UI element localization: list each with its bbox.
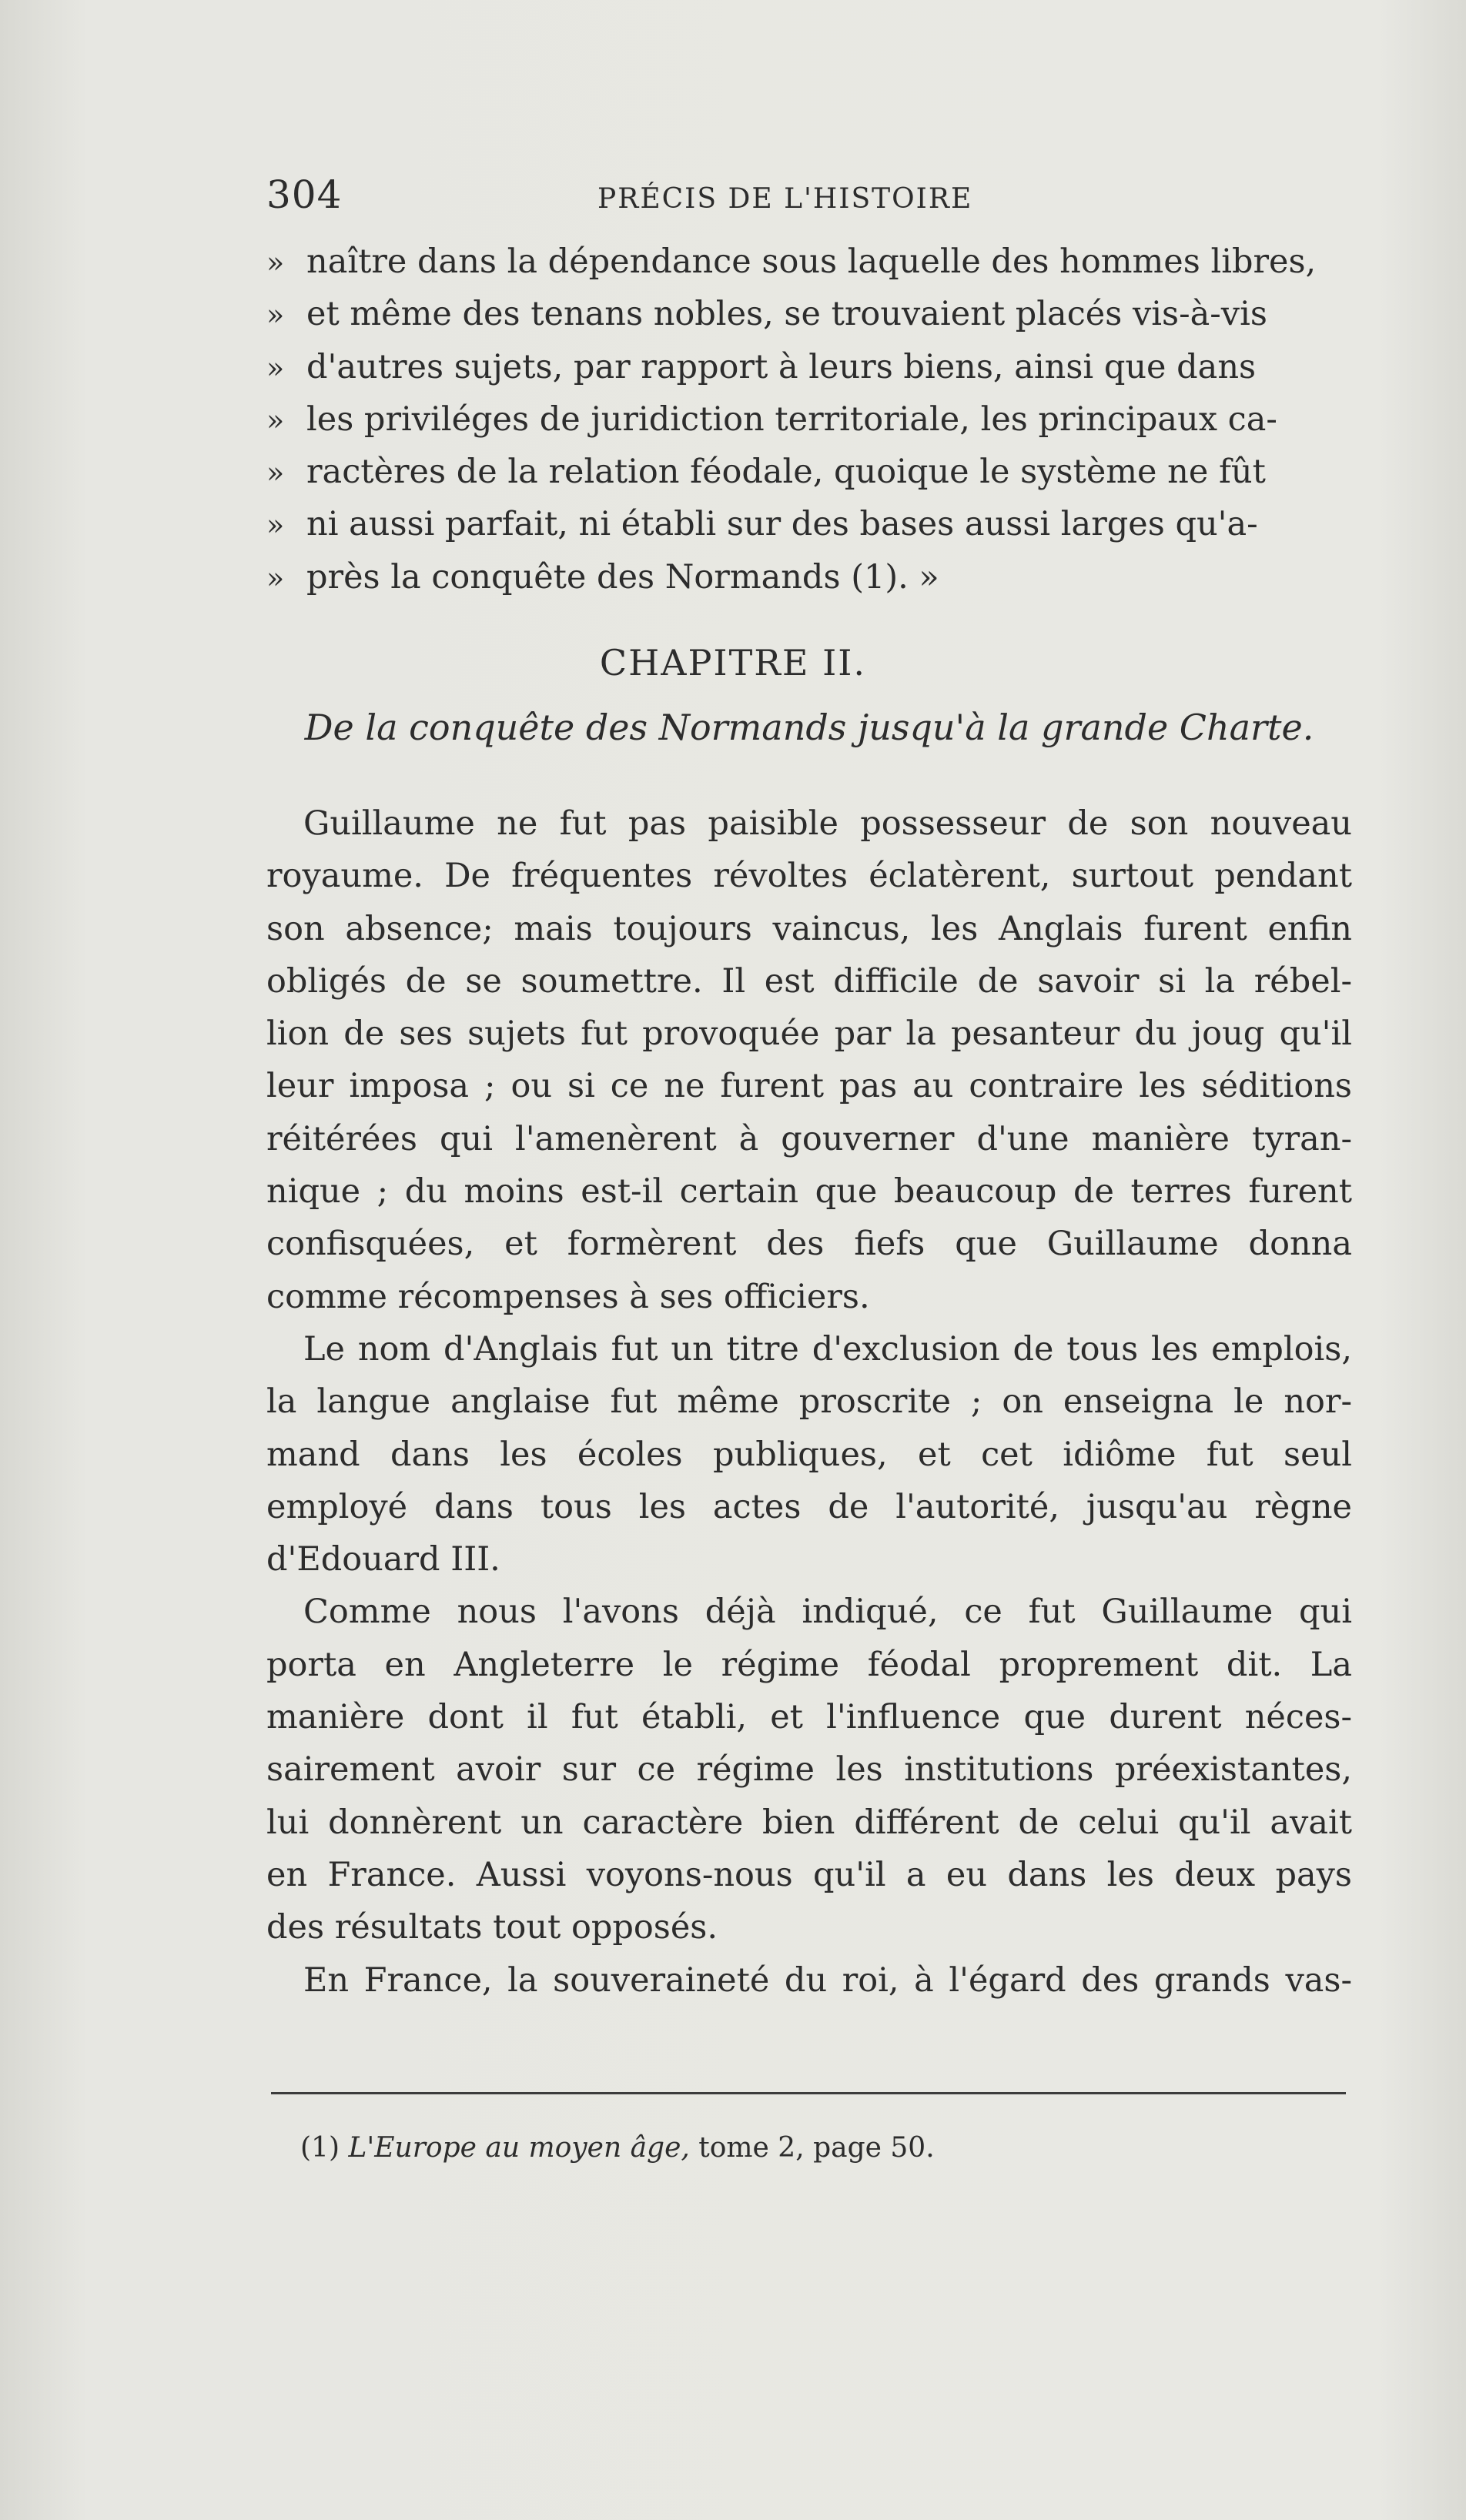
footnote xyxy=(300,2132,935,2164)
text-line: Guillaume ne fut pas paisible possesseur de son nouveau xyxy=(303,804,1352,843)
quote-mark: » xyxy=(266,560,285,595)
text-line: d'Edouard III. xyxy=(266,1540,500,1579)
text-line: lion de ses sujets fut provoquée par la pesanteur du joug qu'il xyxy=(266,1014,1352,1054)
footnote-title: L'Europe au moyen âge, xyxy=(348,2132,690,2164)
text-line: lui donnèrent un caractère bien différent de celui qu'il avait xyxy=(266,1803,1352,1842)
quotation-block xyxy=(266,236,1352,603)
text-line: des résultats tout opposés. xyxy=(266,1908,718,1947)
quote-mark: » xyxy=(266,508,285,543)
footnote-marker: (1) xyxy=(300,2132,340,2164)
text-line: porta en Angleterre le régime féodal proprement dit. La xyxy=(266,1645,1352,1684)
running-title: PRÉCIS DE L'HISTOIRE xyxy=(597,183,973,215)
quote-line-text: naître dans la dépendance sous laquelle des hommes libres, xyxy=(306,242,1317,281)
quote-line-text: et même des tenans nobles, se trouvaient placés vis-à-vis xyxy=(306,295,1267,334)
chapter-heading: CHAPITRE II. xyxy=(599,642,867,683)
text-line: employé dans tous les actes de l'autorité, jusqu'au règne xyxy=(266,1487,1352,1526)
text-line: en France. Aussi voyons-nous qu'il a eu dans les deux pays xyxy=(266,1855,1352,1894)
chapter-subtitle: De la conquête des Normands jusqu'à la grande Charte. xyxy=(304,707,1314,748)
text-line: la langue anglaise fut même proscrite ; on enseigna le nor- xyxy=(266,1382,1352,1422)
quote-line-text: ni aussi parfait, ni établi sur des bases aussi larges qu'a- xyxy=(306,505,1258,544)
quote-line xyxy=(266,446,1352,498)
quote-mark: » xyxy=(266,350,285,385)
footnote-rule xyxy=(271,2092,1346,2094)
text-line: comme récompenses à ses officiers. xyxy=(266,1277,870,1316)
quote-line-text: les priviléges de juridiction territoriale, les principaux ca- xyxy=(306,399,1277,439)
text-line: réitérées qui l'amenèrent à gouverner d'une manière tyran- xyxy=(266,1119,1352,1158)
quote-mark: » xyxy=(266,403,285,437)
quote-line xyxy=(266,393,1352,446)
running-head xyxy=(266,172,1344,226)
text-line: sairement avoir sur ce régime les institutions préexistantes, xyxy=(266,1750,1352,1790)
quote-line xyxy=(266,236,1352,288)
text-line: son absence; mais toujours vaincus, les Anglais furent enfin xyxy=(266,909,1352,948)
footnote-reference: tome 2, page 50. xyxy=(698,2132,935,2164)
text-line: Le nom d'Anglais fut un titre d'exclusion de tous les emplois, xyxy=(303,1329,1352,1369)
text-line: obligés de se soumettre. Il est difficile de savoir si la rébel- xyxy=(266,961,1352,1001)
text-line: Comme nous l'avons déjà indiqué, ce fut Guillaume qui xyxy=(303,1593,1352,1632)
text-line: En France, la souveraineté du roi, à l'égard des grands vas- xyxy=(303,1960,1352,2000)
quote-mark: » xyxy=(266,298,285,333)
quote-mark: » xyxy=(266,246,285,279)
text-line: royaume. De fréquentes révoltes éclatèrent, surtout pendant xyxy=(266,857,1352,896)
text-line: confisquées, et formèrent des fiefs que Guillaume donna xyxy=(266,1225,1352,1264)
text-line: nique ; du moins est-il certain que beaucoup de terres furent xyxy=(266,1172,1352,1212)
quote-mark: » xyxy=(266,456,285,490)
quote-line xyxy=(266,341,1352,393)
quote-line-text: d'autres sujets, par rapport à leurs biens, ainsi que dans xyxy=(306,347,1257,386)
body-text xyxy=(266,797,1352,2007)
text-line: leur imposa ; ou si ce ne furent pas au contraire les séditions xyxy=(266,1067,1352,1106)
page-number: 304 xyxy=(266,172,343,217)
quote-line-text: près la conquête des Normands (1). » xyxy=(306,557,939,597)
text-line: manière dont il fut établi, et l'influence que durent néces- xyxy=(266,1698,1352,1737)
quote-line-text: ractères de la relation féodale, quoique le système ne fût xyxy=(306,453,1266,492)
text-line: mand dans les écoles publiques, et cet idiôme fut seul xyxy=(266,1435,1352,1474)
quote-line xyxy=(266,288,1352,340)
quote-line xyxy=(266,551,1352,603)
quote-line xyxy=(266,498,1352,550)
